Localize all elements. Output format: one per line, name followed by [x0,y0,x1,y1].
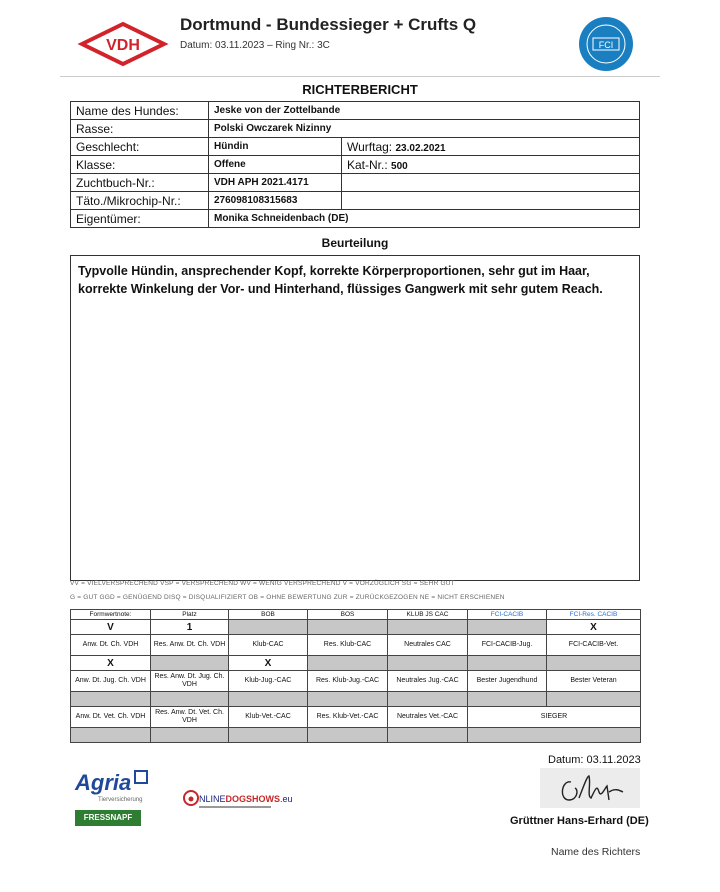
chip-value: 276098108315683 [209,192,342,210]
owner-value: Monika Schneidenbach (DE) [209,210,640,228]
mark2-fci-cacib-vet [547,656,641,671]
hdr-platz: Platz [151,610,229,620]
mark-bos [308,620,388,635]
lab-klub-vet-cac: Klub-Vet.-CAC [229,707,308,728]
ods-text-c: .eu [280,794,293,804]
ods-text-a: NLINE [199,794,226,804]
mark2-neutrales-cac [388,656,468,671]
mark2-fci-cacib-jug [468,656,547,671]
agria-subtitle: Tierversicherung [98,797,143,803]
lab-bester-veteran: Bester Veteran [547,671,641,692]
judge-name: Grüttner Hans-Erhard (DE) [510,815,649,827]
assessment-heading: Beurteilung [321,236,389,250]
results-table [70,609,641,743]
legend-line-1: VV = VIELVERSPRECHEND VSP = VERSPRECHEND WV = WENIG VERSPRECHEND V = VORZÜGLICH SG = SEHR GUT [70,580,455,587]
geschlecht-label: Geschlecht: [71,138,209,156]
vdh-logo-text: VDH [106,37,140,54]
lab-fci-cacib-jug: FCI-CACIB-Jug. [468,635,547,656]
chip-empty [342,192,640,210]
judge-caption: Name des Richters [551,846,641,858]
svg-text:NLINEDOGSHOWS.eu [199,794,293,804]
hdr-bos: BOS [308,610,388,620]
zuchtbuch-value: VDH APH 2021.4171 [209,174,342,192]
lab-neutrales-vet-cac: Neutrales Vet.-CAC [388,707,468,728]
wurftag-value: 23.02.2021 [395,142,446,154]
lab-anw-dt-vet-ch: Anw. Dt. Vet. Ch. VDH [71,707,151,728]
mark3-cell-6 [468,692,547,707]
lab-res-anw-dt-ch: Res. Anw. Dt. Ch. VDH [151,635,229,656]
name-value: Jeske von der Zottelbande [209,102,640,120]
lab-bester-jugendhund: Bester Jugendhund [468,671,547,692]
katnr-value: 500 [391,160,408,172]
lab-anw-dt-jug-ch: Anw. Dt. Jug. Ch. VDH [71,671,151,692]
mark3-cell-4 [308,692,388,707]
geschlecht-value: Hündin [209,138,342,156]
mark2-anw-dt-ch: X [71,656,151,671]
mark-fci-res-cacib: X [547,620,641,635]
fressnapf-logo: FRESSNAPF [75,810,141,826]
hdr-fci-cacib: FCI-CACIB [468,610,547,620]
lab-neutrales-cac: Neutrales CAC [388,635,468,656]
agria-logo [75,770,148,796]
lab-fci-cacib-vet: FCI-CACIB-Vet. [547,635,641,656]
fci-logo [578,16,634,72]
mark4-cell-4 [308,728,388,743]
mark4-cell-3 [229,728,308,743]
dog-info-table [70,101,640,228]
mark-platz: 1 [151,620,229,635]
footer-date: Datum: 03.11.2023 [548,754,641,766]
zuchtbuch-label: Zuchtbuch-Nr.: [71,174,209,192]
klasse-label: Klasse: [71,156,209,174]
lab-anw-dt-ch: Anw. Dt. Ch. VDH [71,635,151,656]
mark4-sieger [468,728,641,743]
hdr-formwertnote: Formwertnote: [71,610,151,620]
legend-line-2: G = GUT GGD = GENÜGEND DISQ = DISQUALIFIZIERT OB = OHNE BEWERTUNG ZUR = ZURÜCKGEZOGEN NE = NICHT ERSCHIENEN [70,594,505,601]
event-subtitle: Datum: 03.11.2023 – Ring Nr.: 3C [180,40,330,51]
rasse-value: Polski Owczarek Nizinny [209,120,640,138]
assessment-box [70,255,640,581]
mark4-cell-1 [71,728,151,743]
assessment-text: Typvolle Hündin, ansprechender Kopf, korrekte Körperproportionen, sehr gut im Haar, korrekte Winkelung der Vor- und Hinterhand, flüssiges Gangwerk mit sehr gutem Reach. [78,264,603,296]
rasse-label: Rasse: [71,120,209,138]
mark2-klub-cac: X [229,656,308,671]
hdr-bob: BOB [229,610,308,620]
mark-klub-js-cac [388,620,468,635]
lab-res-anw-dt-jug-ch: Res. Anw. Dt. Jug. Ch. VDH [151,671,229,692]
mark3-cell-2 [151,692,229,707]
ods-text-b: DOGSHOWS [225,794,281,804]
lab-res-klub-jug-cac: Res. Klub-Jug.-CAC [308,671,388,692]
vdh-logo [80,22,166,66]
klasse-value: Offene [209,156,342,174]
mark4-cell-5 [388,728,468,743]
lab-res-anw-dt-vet-ch: Res. Anw. Dt. Vet. Ch. VDH [151,707,229,728]
mark-bob [229,620,308,635]
paw-icon [189,797,194,802]
katnr-cell [342,156,640,174]
katnr-label: Kat-Nr.: [347,157,388,172]
chip-label: Täto./Mikrochip-Nr.: [71,192,209,210]
mark2-res-anw-dt-ch [151,656,229,671]
judge-signature [553,770,633,808]
header-divider [60,76,660,77]
owner-label: Eigentümer: [71,210,209,228]
lab-neutrales-jug-cac: Neutrales Jug.-CAC [388,671,468,692]
wurftag-cell [342,138,640,156]
onlinedogshows-logo [183,787,293,817]
lab-klub-jug-cac: Klub-Jug.-CAC [229,671,308,692]
lab-klub-cac: Klub-CAC [229,635,308,656]
mark3-cell-5 [388,692,468,707]
mark3-cell-3 [229,692,308,707]
report-title: RICHTERBERICHT [302,82,418,97]
agria-text: Agria [75,770,132,795]
lab-res-klub-vet-cac: Res. Klub-Vet.-CAC [308,707,388,728]
name-label: Name des Hundes: [71,102,209,120]
agria-mark-icon [134,770,148,784]
event-title: Dortmund - Bundessieger + Crufts Q [180,15,477,34]
mark-formwertnote: V [71,620,151,635]
mark2-res-klub-cac [308,656,388,671]
hdr-klub-js-cac: KLUB JS CAC [388,610,468,620]
mark3-cell-1 [71,692,151,707]
wurftag-label: Wurftag: [347,139,393,154]
zuchtbuch-empty [342,174,640,192]
hdr-fci-res-cacib: FCI-Res. CACIB [547,610,641,620]
fci-logo-text: FCI [598,40,614,50]
lab-sieger: SIEGER [468,707,641,728]
mark4-cell-2 [151,728,229,743]
mark3-cell-7 [547,692,641,707]
mark-fci-cacib [468,620,547,635]
lab-res-klub-cac: Res. Klub-CAC [308,635,388,656]
